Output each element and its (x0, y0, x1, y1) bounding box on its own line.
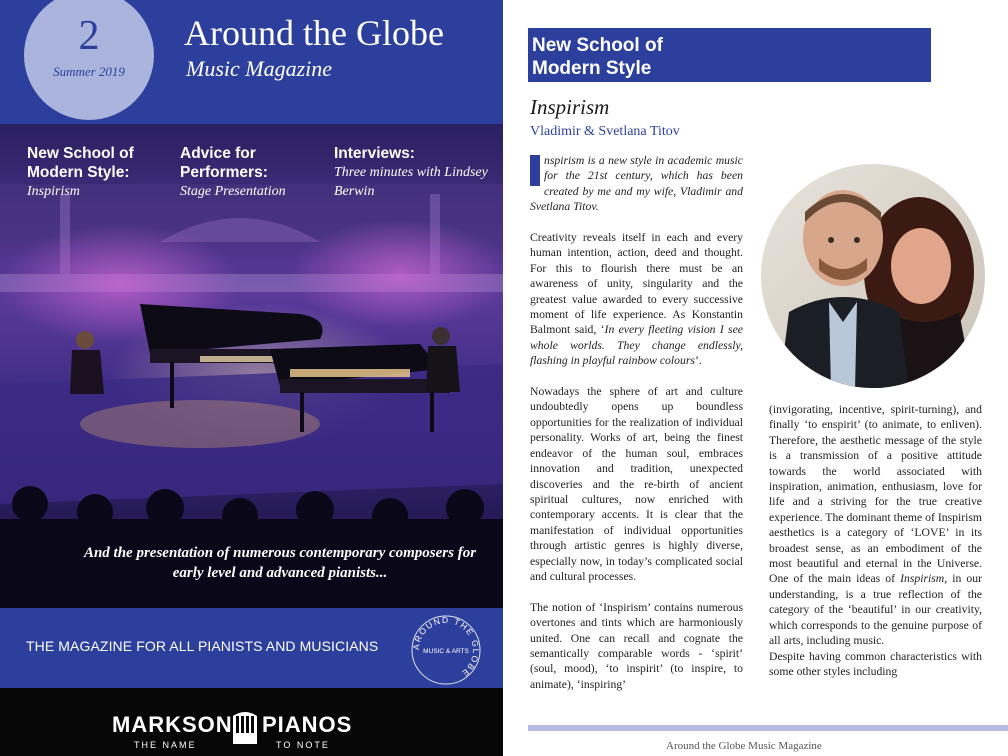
cover-feature-2 (180, 144, 330, 201)
issue-season: Summer 2019 (53, 64, 125, 79)
cover-feature-heading: Interviews: (334, 145, 415, 162)
paragraph-6: Despite having common characteristics with some other styles including (769, 649, 982, 678)
paragraph-3: Nowadays the sphere of art and culture undoubtedly opens up boundless opportunities for the realization of individual personality. Works of art, being the finest endeavor of the human soul, embraces innovation and tradition, unexpected discoveries and the re-birth of ancient spiritual cultures, now enriched with contemporary accents. It is clear that the manifestation of individual opportunities through artistic genres is highly diverse, especially now, in today’s complicated social and cultural processes. (530, 385, 743, 583)
cover-feature-heading: Advice for Performers: (180, 145, 268, 181)
paragraph-1-text: nspirism is a new style in academic music for the 21st century, which has been created by me and my wife, Vladimir and Svetlana Titov. (530, 154, 743, 214)
logo-tag-left: THE NAME (134, 740, 197, 750)
issue-badge (24, 0, 154, 120)
logo-word-left: MARKSON (112, 712, 233, 737)
article-page (503, 0, 1008, 756)
balmont-quote: In every fleeting vision I see whole worlds. They change endlessly, flashing in playful rainbow colours (530, 323, 743, 368)
drop-cap-block (530, 155, 540, 186)
cover-feature-sub: Inspirism (27, 184, 80, 199)
article-title: Inspirism (530, 95, 610, 119)
cover-feature-sub: Stage Presentation (180, 184, 286, 199)
logo-word-right: PIANOS (262, 712, 353, 737)
article-column-left (530, 153, 743, 708)
cover-tagline: And the presentation of numerous contemporary composers for early level and advanced pianists... (83, 545, 477, 581)
paragraph-5 (769, 402, 982, 649)
footer-rule (528, 725, 1008, 731)
badge-ring-text: AROUND THE GLOBE (410, 614, 482, 680)
article-column-right (769, 402, 982, 679)
band-text: THE MAGAZINE FOR ALL PIANISTS AND MUSICIANS (26, 638, 379, 654)
magazine-cover (0, 0, 503, 756)
article-banner (528, 28, 931, 82)
paragraph-4: The notion of ‘Inspirism’ contains numerous overtones and tints which are harmoniously united. One can recall and cognate the semantically comparable words - ‘spirit’ (soul, mood), ‘to inspirit’ (to inspire, to animate), ‘inspiring’ (530, 600, 743, 691)
logo-tag-right: TO NOTE (276, 740, 330, 750)
issue-number: 2 (78, 13, 100, 59)
paragraph-2-end: ’. (694, 354, 702, 368)
cover-feature-sub: Three minutes with Lindsey Berwin (334, 165, 488, 199)
page-footer: Around the Globe Music Magazine (666, 740, 822, 752)
paragraph-2-text: Creativity reveals itself in each and every human intention, action, deed and thought. For this to flourish there must be an awareness of unity, singularity and the greatest value awarded to every successive moment of life experience. As Konstantin Balmont said, ‘ (530, 231, 743, 337)
piano-keys-icon (232, 710, 258, 746)
cover-feature-3 (334, 144, 499, 201)
article-author: Vladimir & Svetlana Titov (530, 124, 680, 139)
paragraph-1 (530, 153, 743, 215)
cover-feature-heading: New School of Modern Style: (27, 145, 134, 181)
globe-badge-logo (408, 612, 484, 688)
paragraph-2 (530, 230, 743, 369)
portrait-photo-titov (759, 162, 987, 390)
magazine-title: Around the Globe (184, 13, 444, 53)
article-banner-text: New School of Modern Style (532, 35, 663, 79)
cover-masthead (0, 0, 503, 124)
badge-center-text: MUSIC & ARTS (423, 648, 469, 655)
cover-feature-1 (27, 144, 177, 201)
inspirism-italic: Inspirism (900, 572, 945, 586)
magazine-subtitle: Music Magazine (186, 56, 333, 81)
paragraph-5-text: (invigorating, incentive, spirit-turning), and finally ‘to enspirit’ (to animate, to enliven). Therefore, the aesthetic message of the style is a transmission of a positive attitude towards the world associated with inspiration, animation, enthusiasm, love for life and a striving for the true creative experience. The dominant theme of Inspirism aesthetics is a category of ‘LOVE’ in its broadest sense, as an embodiment of the most beautiful and eternal in the Universe. One of the main ideas of (769, 403, 982, 586)
paragraph-5-end: , in our understanding, is a true reflection of the category of the ‘beautiful’ in our creativity, which corresponds to the genuine purpose of all arts, including music. (769, 572, 982, 648)
markson-pianos-logo (112, 712, 380, 752)
